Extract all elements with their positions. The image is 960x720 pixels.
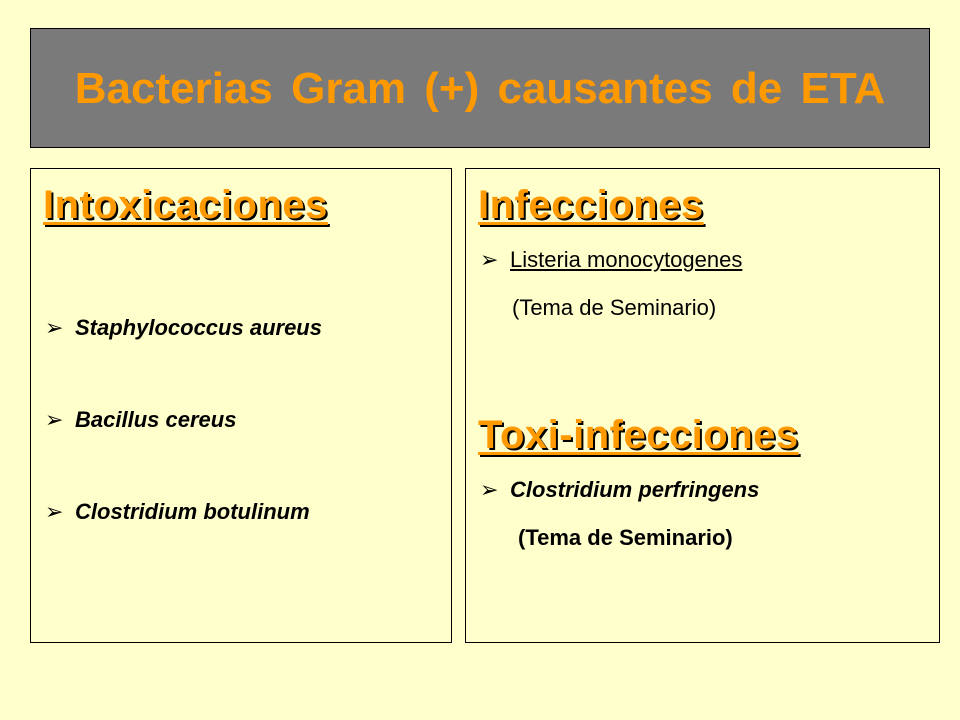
list-item-clostridium-botulinum	[45, 499, 310, 525]
arrow-bullet-icon: ➢	[480, 247, 499, 272]
infecciones-heading: Infecciones	[478, 183, 704, 227]
slide-title: Bacterias Gram (+) causantes de ETA	[74, 64, 886, 113]
arrow-bullet-icon: ➢	[45, 315, 64, 340]
seminario-note: (Tema de Seminario)	[518, 525, 733, 550]
list-item-label: Listeria monocytogenes	[510, 247, 743, 272]
seminario-note: (Tema de Seminario)	[512, 295, 717, 320]
list-item-label: Clostridium perfringens	[510, 477, 760, 502]
list-item-label: Staphylococcus aureus	[75, 315, 322, 340]
list-item-listeria	[480, 247, 742, 273]
list-item-bacillus	[45, 407, 236, 433]
arrow-bullet-icon: ➢	[45, 407, 64, 432]
infecciones-panel	[465, 168, 940, 643]
list-item-clostridium-perfringens	[480, 477, 759, 503]
title-bar	[30, 28, 930, 148]
list-item-label: Bacillus cereus	[75, 407, 237, 432]
intoxicaciones-heading: Intoxicaciones	[43, 183, 328, 227]
intoxicaciones-panel	[30, 168, 452, 643]
list-item-staphylococcus	[45, 315, 322, 341]
arrow-bullet-icon: ➢	[45, 499, 64, 524]
arrow-bullet-icon: ➢	[480, 477, 499, 502]
list-item-label: Clostridium botulinum	[75, 499, 310, 524]
toxi-infecciones-heading: Toxi-infecciones	[478, 413, 799, 457]
